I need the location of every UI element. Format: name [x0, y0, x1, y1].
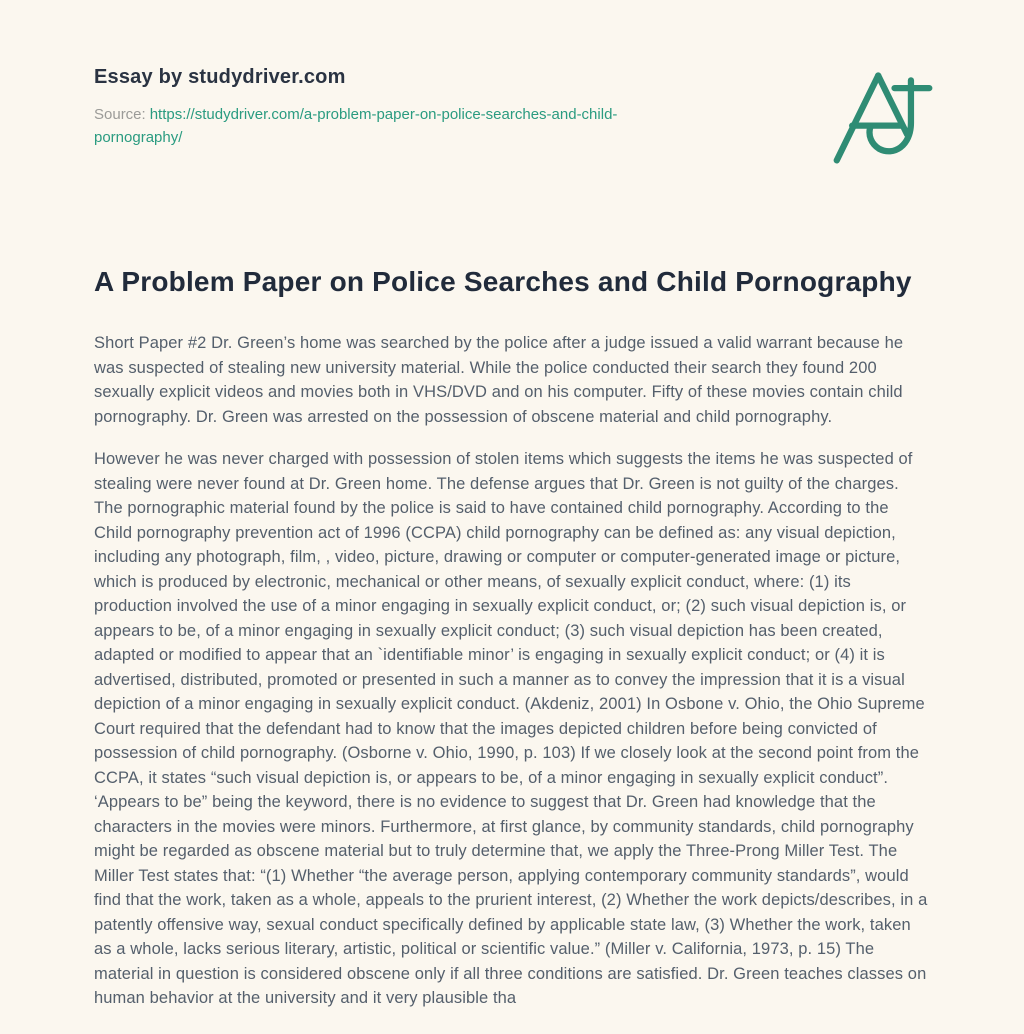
- article-paragraph-2: However he was never charged with possession of stolen items which suggests the items he was suspected of stealing were never found at Dr. Green home. The defense argues that Dr. Green is not guilty of the charges. The pornographic material found by the police is said to have contained child pornography. According to the Child pornography prevention act of 1996 (CCPA) child pornography can be defined as: any visual depiction, including any photograph, film, , video, picture, drawing or computer or computer-generated image or picture, which is produced by electronic, mechanical or other means, of sexually explicit conduct, where: (1) its production involved the use of a minor engaging in sexually explicit conduct, or; (2) such visual depiction is, or appears to be, of a minor engaging in sexually explicit conduct; (3) such visual depiction has been created, adapted or modified to appear that an `identifiable minor’ is engaging in sexually explicit conduct; or (4) it is advertised, distributed, promoted or presented in such a manner as to convey the impression that it is a visual depiction of a minor engaging in sexually explicit conduct. (Akdeniz, 2001) In Osbone v. Ohio, the Ohio Supreme Court required that the defendant had to know that the images depicted children before being convicted of possession of child pornography. (Osborne v. Ohio, 1990, p. 103) If we closely look at the second point from the CCPA, it states “such visual depiction is, or appears to be, of a minor engaging in sexually explicit conduct”. ‘Appears to be” being the keyword, there is no evidence to suggest that Dr. Green had knowledge that the characters in the movies were minors. Furthermore, at first glance, by community standards, child pornography might be regarded as obscene material but to truly determine that, we apply the Three-Prong Miller Test. The Miller Test states that: “(1) Whether “the average person, applying contemporary community standards”, would find that the work, taken as a whole, appeals to the prurient interest, (2) Whether the work depicts/describes, in a patently offensive way, sexual conduct specifically defined by applicable state law, (3) Whether the work, taken as a whole, lacks serious literary, artistic, political or scientific value.” (Miller v. California, 1973, p. 15) The material in question is considered obscene only if all three conditions are satisfied. Dr. Green teaches classes on human behavior at the university and it very plausible tha: [94, 450, 928, 1007]
- article-paragraph-1: Short Paper #2 Dr. Green’s home was searched by the police after a judge issued a valid warrant because he was suspected of stealing new university material. While the police conducted their search they found 200 sexually explicit videos and movies both in VHS/DVD and on his computer. Fifty of these movies contain child pornography. Dr. Green was arrested on the possession of obscene material and child pornography.: [94, 334, 904, 426]
- source-link[interactable]: https://studydriver.com/a-problem-paper-on-police-searches-and-child-pornography/: [94, 106, 618, 147]
- article-body: [94, 331, 930, 1011]
- aj-monogram-icon: [830, 68, 936, 166]
- source-line: [94, 103, 694, 150]
- header-text-block: [94, 66, 694, 150]
- studydriver-logo-icon: [830, 68, 936, 166]
- article-title: A Problem Paper on Police Searches and Child Pornography: [94, 266, 912, 297]
- source-label: Source:: [94, 106, 146, 123]
- page-header: [94, 66, 930, 166]
- essay-byline: Essay by studydriver.com: [94, 66, 346, 88]
